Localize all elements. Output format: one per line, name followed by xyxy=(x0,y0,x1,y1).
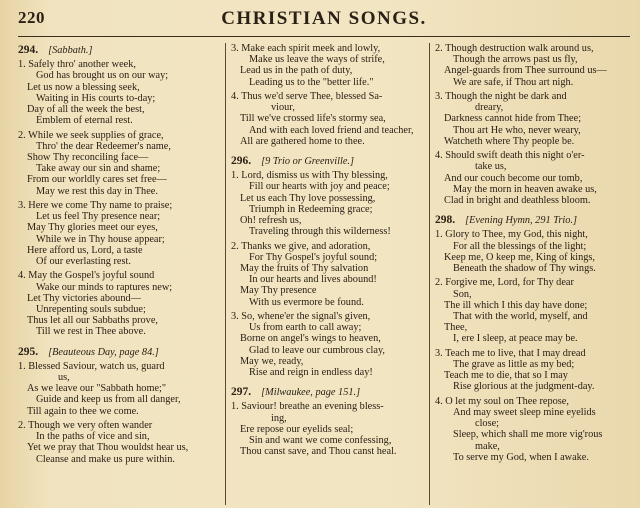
verse-line: make, xyxy=(475,440,500,452)
stanza xyxy=(18,130,220,197)
verse-line: Thou canst save, and Thou canst heal. xyxy=(240,446,397,458)
verse-line: Clad in bright and deathless bloom. xyxy=(444,195,591,207)
stanza xyxy=(18,420,220,465)
stanza xyxy=(435,229,630,274)
column-right xyxy=(429,43,630,505)
verse-line: Sin and want we come confessing, xyxy=(249,435,392,447)
tune-reference: [9 Trio or Greenville.] xyxy=(261,156,354,168)
stanza xyxy=(231,43,424,88)
verse-line: Till we've crossed life's stormy sea, xyxy=(240,113,386,125)
tune-reference: [Evening Hymn, 291 Trio.] xyxy=(465,215,577,227)
verse-line: Fill our hearts with joy and peace; xyxy=(249,181,390,193)
verse-line: Lead us in the path of duty, xyxy=(240,65,353,77)
verse-line: 2. Though destruction walk around us, xyxy=(435,43,594,54)
verse-line: Darkness cannot hide from Thee; xyxy=(444,113,582,125)
verse-line: 4. Should swift death this night o'er- xyxy=(435,150,585,162)
verse-line: Wake our minds to raptures new; xyxy=(36,281,173,293)
verse-line: With us evermore be found. xyxy=(249,296,364,308)
verse-line: Thro' the dear Redeemer's name, xyxy=(36,140,171,152)
verse-line: The ill which I this day have done; xyxy=(444,299,588,311)
verse-line: Day of all the week the best, xyxy=(27,104,145,116)
verse-line: 1. Blessed Saviour, watch us, guard xyxy=(18,360,165,372)
verse-line: 3. So, whene'er the signal's given, xyxy=(231,311,371,323)
verse-line: take us, xyxy=(475,161,507,173)
verse-line: 3. Here we come Thy name to praise; xyxy=(18,200,173,212)
verse-line: viour, xyxy=(271,102,295,114)
verse-line: May we rest this day in Thee. xyxy=(36,185,158,197)
stanza xyxy=(435,348,630,393)
verse-line: Show Thy reconciling face— xyxy=(27,152,149,164)
stanza xyxy=(435,150,630,206)
hymn-number: 298. xyxy=(435,214,456,227)
stanza xyxy=(435,277,630,344)
verse-line: Take away our sin and shame; xyxy=(36,163,161,175)
stanza xyxy=(435,396,630,463)
hymn-heading xyxy=(435,215,630,226)
verse-line: Traveling through this wilderness! xyxy=(249,226,391,238)
hymn-number: 294. xyxy=(18,44,39,56)
stanza xyxy=(18,270,220,337)
verse-line: us, xyxy=(58,372,70,384)
verse-line: 4. Thus we'd serve Thee, blessed Sa- xyxy=(231,91,383,102)
verse-line: Here afford us, Lord, a taste xyxy=(27,244,143,256)
verse-line: The grave as little as my bed; xyxy=(453,359,575,371)
verse-line: ing, xyxy=(271,412,287,424)
verse-line: As we leave our "Sabbath home;" xyxy=(27,383,167,395)
running-title: CHRISTIAN SONGS. xyxy=(221,8,427,29)
stanza xyxy=(435,43,630,88)
columns xyxy=(18,43,630,505)
verse-line: That with the world, myself, and xyxy=(453,311,588,323)
verse-line: Emblem of eternal rest. xyxy=(36,115,133,127)
column-left xyxy=(18,43,225,505)
verse-line: Borne on angel's wings to heaven, xyxy=(240,333,381,345)
stanza xyxy=(231,91,424,147)
verse-line: In our hearts and lives abound! xyxy=(249,274,377,286)
verse-line: Guide and keep us from all danger, xyxy=(36,394,181,406)
verse-line: Glad to leave our cumbrous clay, xyxy=(249,344,386,356)
tune-reference: [Sabbath.] xyxy=(48,45,93,56)
verse-line: Let us now a blessing seek, xyxy=(27,81,140,93)
verse-line: Make us leave the ways of strife, xyxy=(249,54,385,66)
verse-line: Thee, xyxy=(444,322,468,334)
verse-line: Keep me, O keep me, King of kings, xyxy=(444,251,595,263)
tune-reference: [Milwaukee, page 151.] xyxy=(261,387,361,399)
verse-line: May Thy presence xyxy=(240,285,317,297)
hymn-number: 297. xyxy=(231,386,252,399)
stanza xyxy=(231,170,424,237)
verse-line: Unrepenting souls subdue; xyxy=(36,304,146,316)
verse-line: Sleep, which shall me more vig'rous xyxy=(453,429,603,441)
verse-line: 3. Teach me to live, that I may dread xyxy=(435,347,586,359)
hymn-heading xyxy=(18,45,220,56)
verse-line: Beneath the shadow of Thy wings. xyxy=(453,263,596,275)
verse-line: 1. Safely thro' another week, xyxy=(18,59,136,71)
hymn-heading xyxy=(231,156,424,167)
verse-line: Thus let all our Sabbaths prove, xyxy=(27,315,158,327)
verse-line: From our worldly cares set free— xyxy=(27,174,167,186)
verse-line: May the fruits of Thy salvation xyxy=(240,263,369,275)
verse-line: Teach me to die, that so I may xyxy=(444,370,568,382)
verse-line: Yet we pray that Thou wouldst hear us, xyxy=(27,442,189,454)
verse-line: May Thy glories meet our eyes, xyxy=(27,222,158,234)
verse-line: 3. Though the night be dark and xyxy=(435,91,567,102)
stanza xyxy=(18,59,220,126)
hymn-number: 295. xyxy=(18,345,39,358)
verse-line: 2. While we seek supplies of grace, xyxy=(18,129,164,141)
verse-line: Let Thy victories abound— xyxy=(27,292,141,304)
verse-line: To serve my God, when I awake. xyxy=(453,451,589,463)
verse-line: Leading us to the "better life." xyxy=(249,76,374,88)
verse-line: Rise and reign in endless day! xyxy=(249,367,373,379)
verse-line: May the morn in heaven awake us, xyxy=(453,183,597,195)
page-number: 220 xyxy=(18,8,45,27)
stanza xyxy=(18,361,220,417)
verse-line: Thou art He who, never weary, xyxy=(453,124,581,136)
stanza xyxy=(231,311,424,378)
stanza xyxy=(435,91,630,147)
verse-line: 1. Lord, dismiss us with Thy blessing, xyxy=(231,170,388,182)
verse-line: Rise glorious at the judgment-day. xyxy=(453,381,595,393)
verse-line: Let us each Thy love possessing, xyxy=(240,192,376,204)
verse-line: Oh! refresh us, xyxy=(240,215,302,227)
verse-line: close; xyxy=(475,418,500,430)
verse-line: I, ere I sleep, at peace may be. xyxy=(453,333,578,345)
hymn-number: 296. xyxy=(231,155,252,168)
verse-line: Of our everlasting rest. xyxy=(36,256,131,268)
verse-line: Ere repose our eyelids seal; xyxy=(240,423,354,435)
verse-line: For Thy Gospel's joyful sound; xyxy=(249,251,378,263)
verse-line: While we in Thy house appear; xyxy=(36,233,165,245)
verse-line: Waiting in His courts to-day; xyxy=(36,92,156,104)
hymn-heading xyxy=(18,347,220,358)
verse-line: For all the blessings of the light; xyxy=(453,240,587,252)
page-header xyxy=(18,8,630,37)
verse-line: 2. Thanks we give, and adoration, xyxy=(231,240,371,252)
verse-line: Son, xyxy=(453,288,472,300)
verse-line: Us from earth to call away; xyxy=(249,322,362,334)
verse-line: Though the arrows past us fly, xyxy=(453,54,578,66)
verse-line: All are gathered home to thee. xyxy=(240,135,365,147)
verse-line: Cleanse and make us pure within. xyxy=(36,453,175,465)
verse-line: Watcheth where Thy people be. xyxy=(444,135,575,147)
verse-line: And may sweet sleep mine eyelids xyxy=(453,407,596,419)
verse-line: Till we rest in Thee above. xyxy=(36,326,146,338)
verse-line: 4. May the Gospel's joyful sound xyxy=(18,270,155,282)
verse-line: God has brought us on our way; xyxy=(36,70,169,82)
verse-line: 4. O let my soul on Thee repose, xyxy=(435,395,569,407)
hymn-heading xyxy=(231,387,424,398)
verse-line: 2. Though we very often wander xyxy=(18,420,153,432)
verse-line: In the paths of vice and sin, xyxy=(36,431,150,443)
verse-line: Angel-guards from Thee surround us— xyxy=(444,65,607,77)
tune-reference: [Beauteous Day, page 84.] xyxy=(48,346,159,358)
verse-line: 1. Glory to Thee, my God, this night, xyxy=(435,229,588,241)
verse-line: Triumph in Redeeming grace; xyxy=(249,203,373,215)
verse-line: And our couch become our tomb, xyxy=(444,172,583,184)
verse-line: Till again to thee we come. xyxy=(27,405,139,417)
stanza xyxy=(18,200,220,267)
stanza xyxy=(231,401,424,457)
verse-line: And with each loved friend and teacher, xyxy=(249,124,414,136)
verse-line: 3. Make each spirit meek and lowly, xyxy=(231,43,381,54)
stanza xyxy=(231,241,424,308)
verse-line: Let us feel Thy presence near; xyxy=(36,211,161,223)
verse-line: dreary, xyxy=(475,102,504,114)
verse-line: We are safe, if Thou art nigh. xyxy=(453,76,574,88)
verse-line: 2. Forgive me, Lord, for Thy dear xyxy=(435,277,574,289)
verse-line: May we, ready, xyxy=(240,355,304,367)
column-middle xyxy=(225,43,429,505)
verse-line: 1. Saviour! breathe an evening bless- xyxy=(231,401,384,413)
